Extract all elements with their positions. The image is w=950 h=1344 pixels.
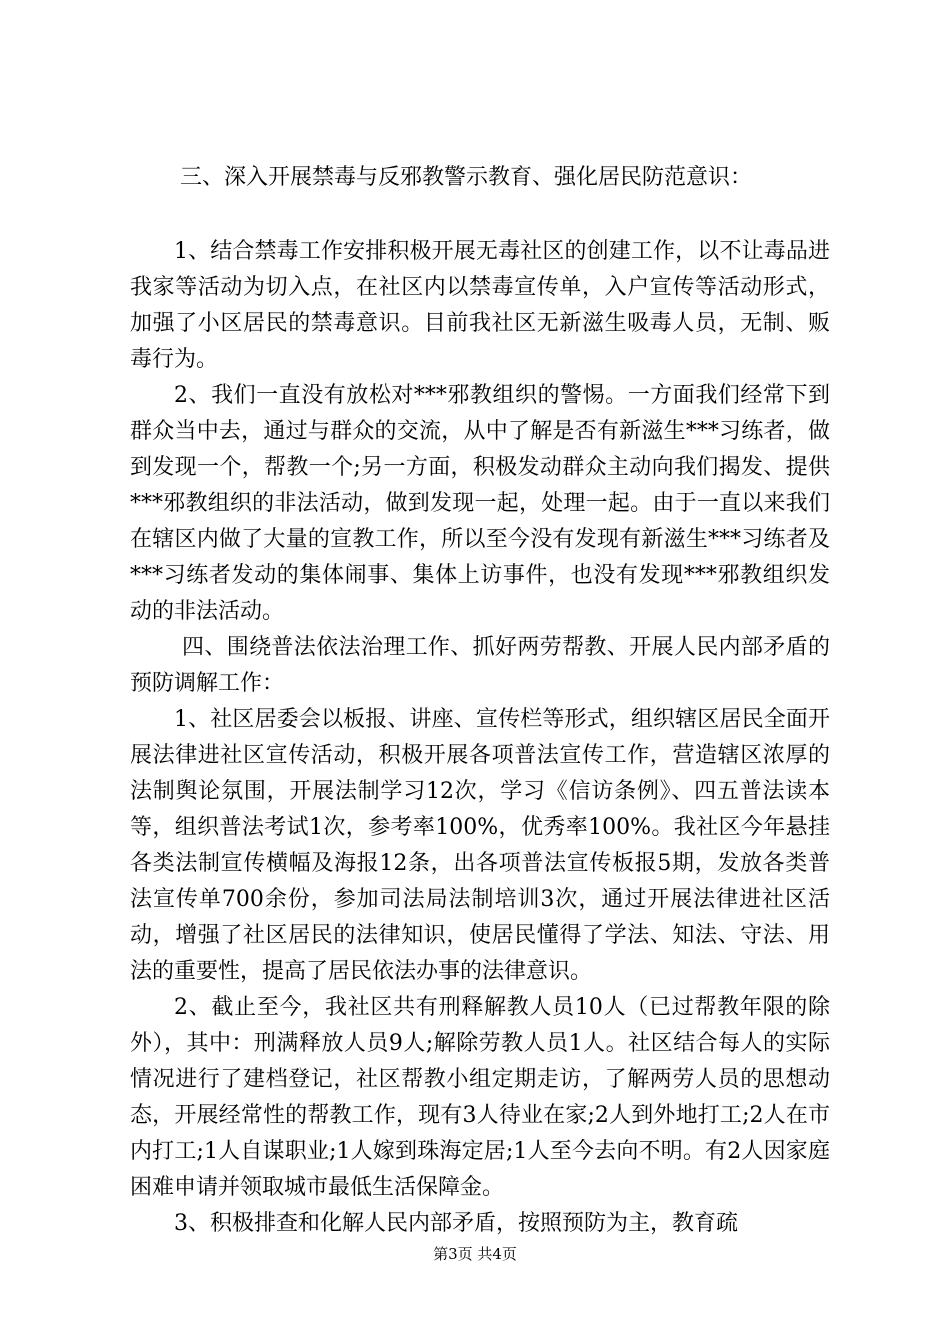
section-4-item-2: 2、截止至今，我社区共有刑释解教人员10人（已过帮教年限的除外），其中：刑满释放人员9人;解除劳教人员1人。社区结合每人的实际情况进行了建档登记，社区帮教小组定期走访，了解两劳人员的思想动态，开展经常性的帮教工作，现有3人待业在家;2人到外地打工;2人在市内打工;1人自谋职业;1人嫁到珠海定居;1人至今去向不明。有2人因家庭困难申请并领取城市最低生活保障金。 <box>130 995 830 1200</box>
document-body <box>130 160 830 1242</box>
section-4-item-3: 3、积极排查和化解人民内部矛盾，按照预防为主，教育疏 <box>174 1211 738 1236</box>
page-number-label: 第3页 共4页 <box>433 1245 517 1263</box>
section-3-item-2: 2、我们一直没有放松对***邪教组织的警惕。一方面我们经常下到群众当中去，通过与群众的交流，从中了解是否有新滋生***习练者，做到发现一个，帮教一个;另一方面，积极发动群众主动向我们揭发、提供***邪教组织的非法活动，做到发现一起，处理一起。由于一直以来我们在辖区内做了大量的宣教工作，所以至今没有发现有新滋生***习练者及***习练者发动的集体闹事、集体上访事件，也没有发现***邪教组织发动的非法活动。 <box>130 383 830 624</box>
section-3-heading: 三、深入开展禁毒与反邪教警示教育、强化居民防范意识： <box>180 165 753 190</box>
spacer <box>130 196 830 234</box>
page-footer <box>0 1244 950 1264</box>
section-4-heading: 四、围绕普法依法治理工作、抓好两劳帮教、开展人民内部矛盾的预防调解工作： <box>130 635 830 696</box>
section-3-item-1: 1、结合禁毒工作安排积极开展无毒社区的创建工作，以不让毒品进我家等活动为切入点，在社区内以禁毒宣传单，入户宣传等活动形式，加强了小区居民的禁毒意识。目前我社区无新滋生吸毒人员，无制、贩毒行为。 <box>130 239 830 372</box>
section-4-item-1: 1、社区居委会以板报、讲座、宣传栏等形式，组织辖区居民全面开展法律进社区宣传活动，积极开展各项普法宣传工作，营造辖区浓厚的法制舆论氛围，开展法制学习12次，学习《信访条例》、四五普法读本等，组织普法考试1次，参考率100%，优秀率100%。我社区今年悬挂各类法制宣传横幅及海报12条，出各项普法宣传板报5期，发放各类普法宣传单700余份，参加司法局法制培训3次，通过开展法律进社区活动，增强了社区居民的法律知识，使居民懂得了学法、知法、守法、用法的重要性，提高了居民依法办事的法律意识。 <box>130 707 830 984</box>
